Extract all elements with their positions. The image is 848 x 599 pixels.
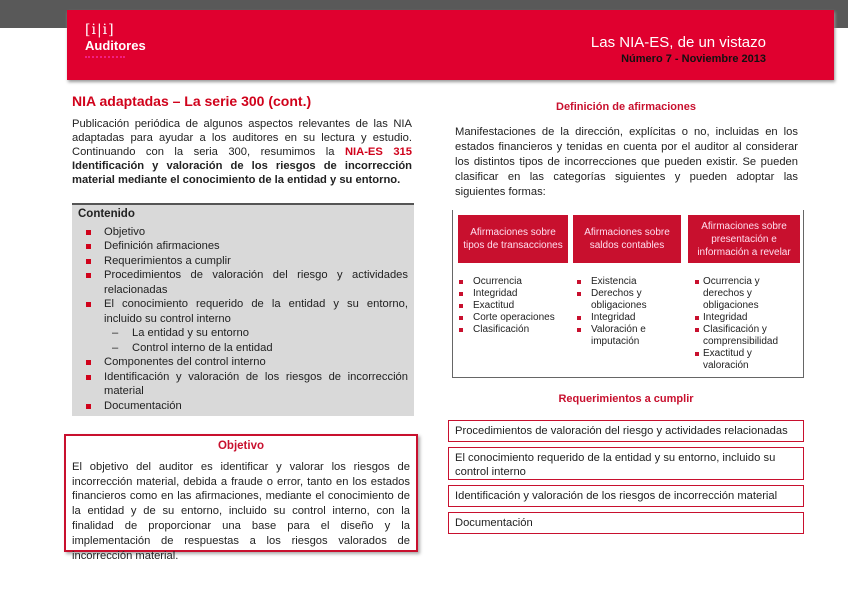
objective-text: El objetivo del auditor es identificar y valorar los riesgos de incorrección material, debida a fraude o error, tanto en los estados financieros como en las afirmaciones, mediante el conocimiento de la entidad y de su entorno, incluido su control interno, con la finalidad de proporcionar una base para el diseño y la implementación de respuestas a los riesgos valorados de incorrección material. [72, 460, 410, 562]
assertions-diagram [452, 210, 804, 378]
issue-number: Número 7 - Noviembre 2013 [621, 53, 766, 65]
list-item: Integridad [457, 288, 569, 300]
objective-title: Objetivo [217, 440, 264, 452]
category-header: Afirmaciones sobre presentación e información a revelar [688, 215, 800, 263]
publication-title: Las NIA-ES, de un vistazo [590, 34, 766, 51]
list-item: Ocurrencia [457, 276, 569, 288]
intro-body: Publicación periódica de algunos aspectos relevantes de las NIA adaptadas para ayudar a los auditores en su lectura y estudio. Continuando con la seria 300, resumimos la [72, 118, 412, 158]
contents-title: Contenido [78, 208, 135, 220]
list-item: Corte operaciones [457, 312, 569, 324]
category-header: Afirmaciones sobre saldos contables [573, 215, 681, 263]
requirement-item: Identificación y valoración de los riesgos de incorrección material [448, 485, 804, 507]
category-header: Afirmaciones sobre tipos de transacciones [458, 215, 568, 263]
list-item: Ocurrencia y derechos y obligaciones [695, 276, 795, 312]
list-item: Derechos y obligaciones [575, 288, 667, 312]
contents-item[interactable]: Definición afirmaciones [84, 239, 408, 254]
contents-subitem[interactable]: – Control interno de la entidad [84, 341, 408, 356]
contents-item[interactable]: Procedimientos de valoración del riesgo y actividades relacionadas [84, 268, 408, 297]
list-item: Integridad [695, 312, 795, 324]
list-item: Exactitud y valoración [695, 348, 795, 372]
category-list [695, 276, 795, 372]
standard-title: Identificación y valoración de los riesgos de incorrección material mediante el conocimiento de la entidad y su entorno. [72, 160, 412, 186]
list-item: Integridad [575, 312, 667, 324]
intro-text [72, 117, 412, 187]
requirement-item: El conocimiento requerido de la entidad y su entorno, incluido su control interno [448, 447, 804, 480]
logo-name: Auditores [85, 38, 146, 53]
list-item: Valoración e imputación [575, 324, 667, 348]
requirement-item: Procedimientos de valoración del riesgo y actividades relacionadas [448, 420, 804, 442]
contents-item[interactable]: Componentes del control interno [84, 355, 408, 370]
list-item: Exactitud [457, 300, 569, 312]
contents-item[interactable]: Identificación y valoración de los riesgos de incorrección material [84, 370, 408, 399]
list-item: Clasificación y comprensibilidad [695, 324, 795, 348]
contents-item[interactable]: Objetivo [84, 225, 408, 240]
requirements-title: Requerimientos a cumplir [558, 393, 694, 405]
header-banner [67, 10, 834, 80]
category-list [457, 276, 569, 336]
contents-item[interactable]: Requerimientos a cumplir [84, 254, 408, 269]
objective-box [64, 434, 418, 562]
page-title: NIA adaptadas – La serie 300 (cont.) [72, 93, 312, 109]
logo [85, 22, 146, 62]
category-list [575, 276, 667, 348]
list-item: Clasificación [457, 324, 569, 336]
contents-item[interactable]: El conocimiento requerido de la entidad y su entorno, incluido su control interno [84, 297, 408, 326]
definition-text: Manifestaciones de la dirección, explícitas o no, incluidas en los estados financieros y tenidas en cuenta por el auditor al considerar los distintos tipos de incorrecciones que pueden existir. Se pueden clasificar en las categorías siguientes y pueden adoptar las siguientes formas: [455, 126, 798, 198]
logo-icon: [i|i] [85, 22, 115, 38]
contents-box [72, 203, 414, 416]
logo-tagline [85, 56, 125, 62]
list-item: Existencia [575, 276, 667, 288]
standard-name: NIA-ES 315 [344, 146, 412, 158]
contents-item[interactable]: Documentación [84, 399, 408, 414]
definition-title: Definición de afirmaciones [556, 101, 696, 113]
contents-subitem[interactable]: – La entidad y su entorno [84, 326, 408, 341]
requirement-item: Documentación [448, 512, 804, 534]
